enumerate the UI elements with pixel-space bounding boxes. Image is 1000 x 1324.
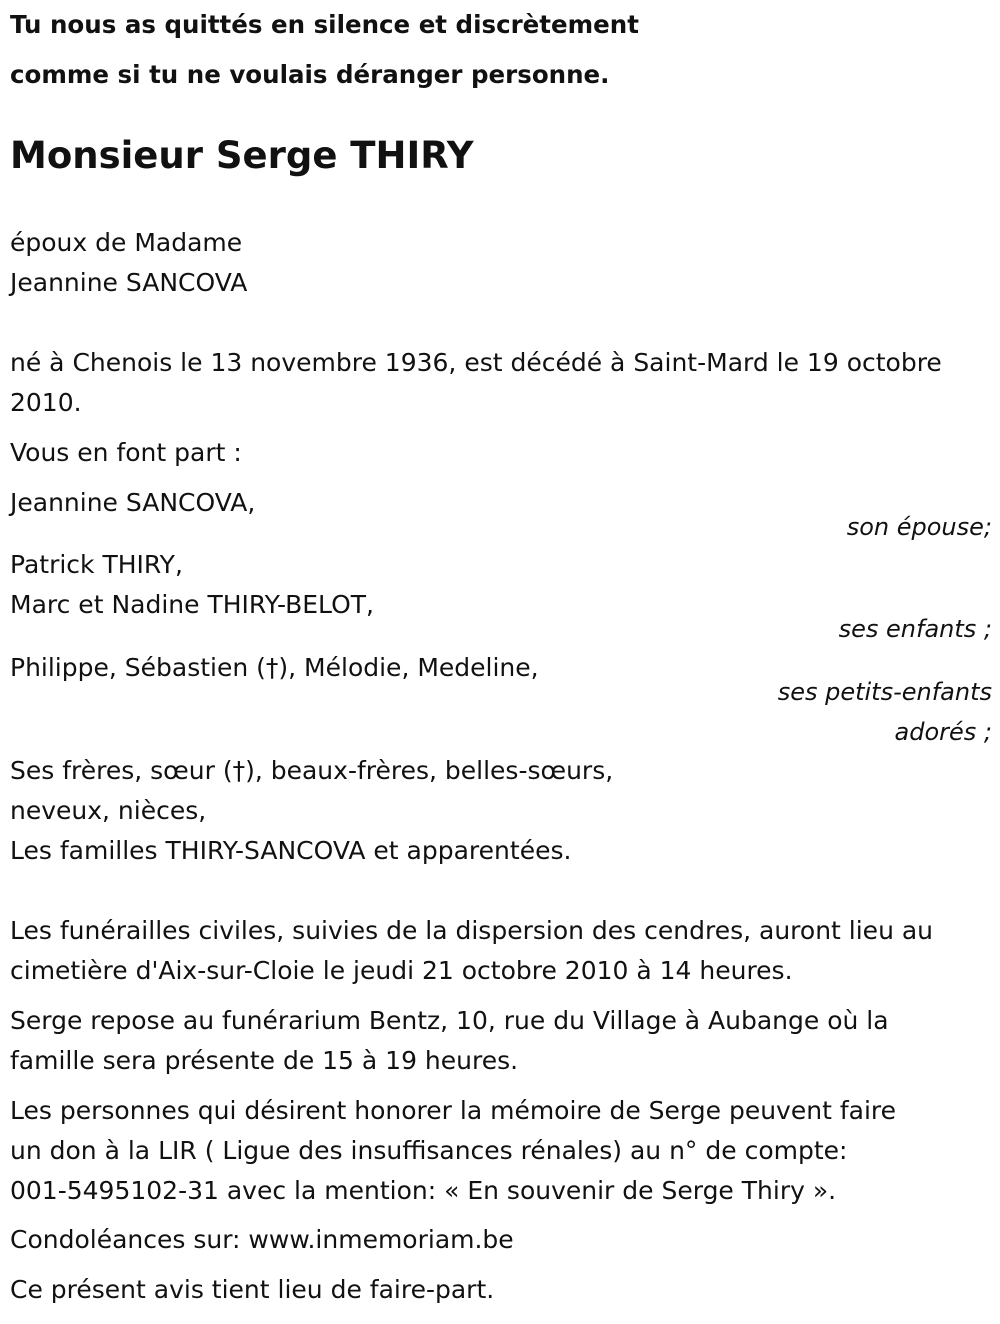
family-role: son épouse; [846,513,992,541]
donation-line-1: Les personnes qui désirent honorer la mémoire de Serge peuvent faire [10,1096,896,1125]
family-member-name: Jeannine SANCOVA, [10,488,256,517]
family-role: ses petits-enfants [777,678,992,706]
reposing-line-2: famille sera présente de 15 à 19 heures. [10,1046,519,1075]
reposing-line-1: Serge repose au funérarium Bentz, 10, rue du Village à Aubange où la [10,1006,889,1035]
family-member-name: Philippe, Sébastien (†), Mélodie, Medeline, [10,653,539,682]
notice-statement: Ce présent avis tient lieu de faire-part. [10,1275,495,1304]
donation-line-2: un don à la LIR ( Ligue des insuffisances rénales) au n° de compte: [10,1136,848,1165]
birth-death-line-2: 2010. [10,388,82,417]
extended-family-line: neveux, nièces, [10,796,207,825]
announcement: Vous en font part : [10,438,242,467]
extended-family-line: Ses frères, sœur (†), beaux-frères, belles-sœurs, [10,756,614,785]
epitaph-line-2: comme si tu ne voulais déranger personne. [10,60,610,89]
birth-death-line-1: né à Chenois le 13 novembre 1936, est décédé à Saint-Mard le 19 octobre [10,348,942,377]
epitaph-line-1: Tu nous as quittés en silence et discrètement [10,10,639,39]
family-member-name: Marc et Nadine THIRY-BELOT, [10,590,374,619]
funeral-line-1: Les funérailles civiles, suivies de la dispersion des cendres, auront lieu au [10,916,934,945]
spouse-line-2: Jeannine SANCOVA [10,268,248,297]
deceased-name: Monsieur Serge THIRY [10,134,474,177]
funeral-line-2: cimetière d'Aix-sur-Cloie le jeudi 21 octobre 2010 à 14 heures. [10,956,793,985]
family-member-name: Patrick THIRY, [10,550,183,579]
family-role: ses enfants ; [838,615,992,643]
spouse-line-1: époux de Madame [10,228,243,257]
extended-family-line: Les familles THIRY-SANCOVA et apparentées. [10,836,572,865]
condolences-website: Condoléances sur: www.inmemoriam.be [10,1225,514,1254]
family-role: adorés ; [894,718,992,746]
donation-line-3: 001-5495102-31 avec la mention: « En souvenir de Serge Thiry ». [10,1176,837,1205]
